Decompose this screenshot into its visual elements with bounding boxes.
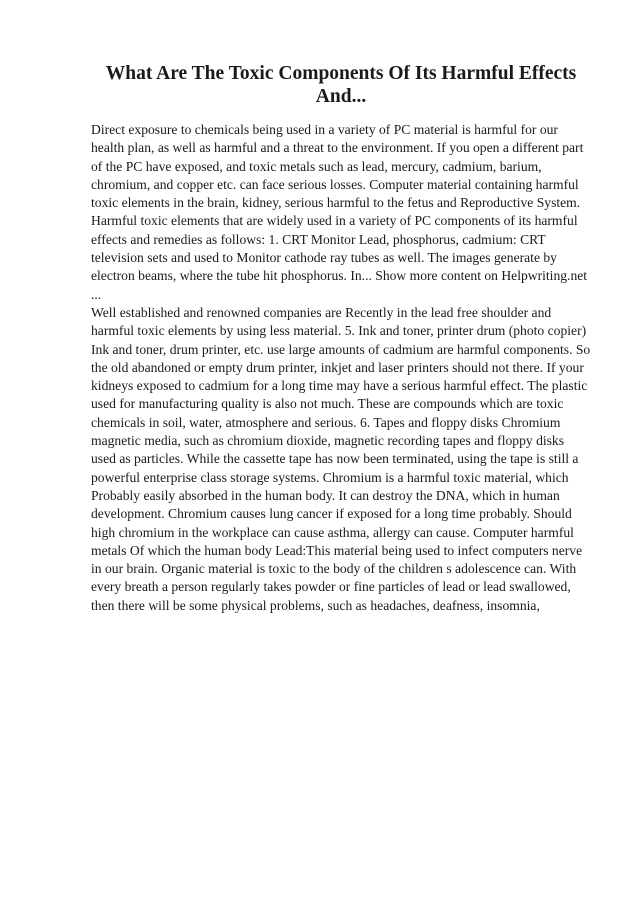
paragraph-1: Direct exposure to chemicals being used in a variety of PC material is harmful for our health plan, as well as harmful and a threat to the environment. If you open a different part of the PC have exposed, and toxic metals such as lead, mercury, cadmium, barium, chromium, and copper etc. can face serious losses. Computer material containing harmful toxic elements in the brain, kidney, serious harmful to the fetus and Reproductive System. Harmful toxic elements that are widely used in a variety of PC components of its harmful effects and remedies as follows: 1. CRT Monitor Lead, phosphorus, cadmium: CRT television sets and used to Monitor cathode ray tubes as well. The images generate by electron beams, where the tube hit phosphorus. In... Show more content on Helpwriting.net ... <box>91 122 588 302</box>
document-body <box>91 121 591 615</box>
paragraph-2: Well established and renowned companies are Recently in the lead free shoulder and harmful toxic elements by using less material. 5. Ink and toner, printer drum (photo copier) Ink and toner, drum printer, etc. use large amounts of cadmium are harmful components. So the old abandoned or empty drum printer, inkjet and laser printers should not there. If your kidneys exposed to cadmium for a long time may have a serious harmful effect. The plastic used for manufacturing quality is also not much. These are compounds which are toxic chemicals in soil, water, atmosphere and serious. 6. Tapes and floppy disks Chromium magnetic media, such as chromium dioxide, magnetic recording tapes and floppy disks used as particles. While the cassette tape has now been terminated, using the tape is still a powerful enterprise class storage systems. Chromium is a harmful toxic material, which Probably easily absorbed in the human body. It can destroy the DNA, which in human development. Chromium causes lung cancer if exposed for a long time probably. Should high chromium in the workplace can cause asthma, allergy can cause. Computer harmful metals Of which the human body Lead:This material being used to infect computers nerve in our brain. Organic material is toxic to the body of the children s adolescence can. With every breath a person regularly takes powder or fine particles of lead or lead swallowed, then there will be some physical problems, such as headaches, deafness, insomnia, <box>91 304 591 613</box>
document-title: What Are The Toxic Components Of Its Harmful Effects And... <box>105 63 577 107</box>
